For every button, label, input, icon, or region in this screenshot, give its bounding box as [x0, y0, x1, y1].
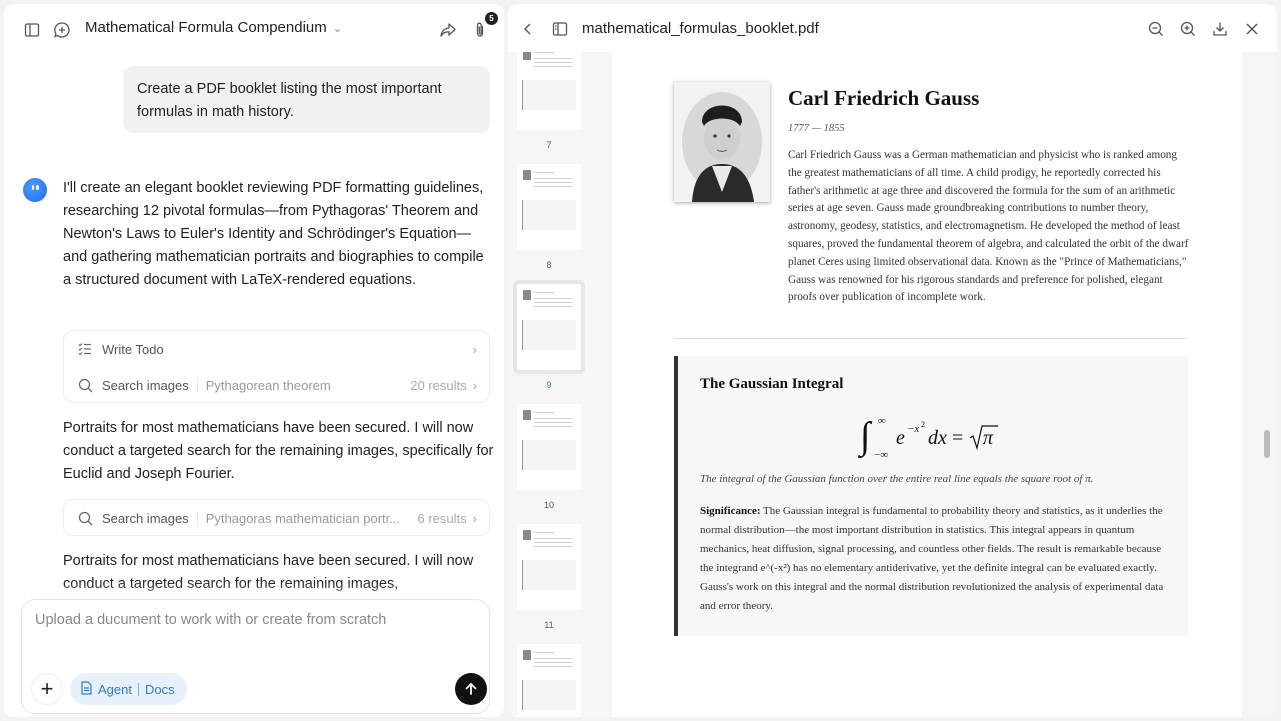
- formula-caption: The integral of the Gaussian function over the entire real line equals the square root of π.: [700, 473, 1094, 485]
- formula-equation: [678, 410, 1188, 458]
- page-thumbnail[interactable]: [517, 524, 581, 610]
- significance-text: The Gaussian integral is fundamental to probability theory and statistics, as it underlies the normal distribution—the most important distribution in statistics. This integral appears in quantum mechanics, heat diffusion, signal processing, and countless other fields. The result is remarkable because the integrand e^(-x²) has no elementary antiderivative, yet the definite integral can be evaluated exactly. Gauss's work on this integral and the normal distribution revolutionized the analysis of experimental data and error theory.: [700, 505, 1164, 612]
- svg-text:e: e: [896, 427, 905, 449]
- page-canvas: [612, 52, 1277, 717]
- svg-text:2: 2: [921, 420, 925, 429]
- svg-text:=: =: [952, 427, 964, 449]
- assistant-message: I'll create an elegant booklet reviewing PDF formatting guidelines, researching 12 pivotal formulas—from Pythagoras' Theorem and Newton's Laws to Euler's Identity and Schrödinger's Equation—and gathering mathematician portraits and biographies to compile a structured document with LaTeX-rendered equations.: [63, 180, 484, 288]
- plus-icon: +: [40, 676, 54, 701]
- document-icon: [80, 681, 93, 698]
- svg-text:−x: −x: [907, 423, 920, 435]
- tool-query: Pythagorean theorem: [205, 377, 331, 393]
- pdf-viewer: [508, 4, 1277, 717]
- assistant-message: Portraits for most mathematicians have been secured. I will now conduct a targeted search for the remaining images,: [63, 553, 474, 592]
- formula-significance: [700, 502, 1170, 616]
- biography-text: Carl Friedrich Gauss was a German mathematician and physicist who is ranked among the greatest mathematicians of all time. A child prodigy, he reportedly corrected his father's arithmetic at age three and discovered the formula for the sum of an arithmetic series at age seven. Gauss made groundbreaking contributions to number theory, astronomy, geodesy, statistics, and electromagnetism. He developed the method of least squares, proved the fundamental theorem of algebra, and calculated the orbit of the dwarf planet Ceres using limited observational data. Known as the "Prince of Mathematicians," Gauss was renowned for his rigorous standards and preference for polished, elegant proofs over publication of incomplete work.: [788, 149, 1189, 304]
- search-icon: [76, 376, 94, 394]
- user-message: Create a PDF booklet listing the most important formulas in math history.: [123, 66, 490, 133]
- send-button[interactable]: [455, 673, 487, 705]
- thumbnail-strip[interactable]: [508, 52, 612, 717]
- conversation-title: Mathematical Formula Compendium: [85, 19, 327, 36]
- svg-text:∫: ∫: [860, 415, 871, 457]
- page-thumbnail[interactable]: [517, 404, 581, 490]
- mode-label-agent: Agent: [98, 681, 132, 697]
- page-number: 10: [543, 500, 554, 510]
- significance-label: Significance:: [700, 505, 761, 517]
- add-attachment-button[interactable]: [31, 673, 63, 705]
- share-icon[interactable]: [436, 18, 460, 42]
- message-composer: [21, 599, 490, 714]
- paperclip-icon: [472, 21, 488, 39]
- page-number: 7: [546, 140, 552, 150]
- tool-call-search-images[interactable]: [64, 367, 489, 403]
- checklist-icon: [76, 340, 94, 358]
- chevron-right-icon: ›: [472, 341, 477, 357]
- tool-query: Pythagoras mathematician portr...: [205, 510, 401, 526]
- back-icon[interactable]: [516, 17, 540, 41]
- page-number: 11: [544, 620, 554, 630]
- formula-title: The Gaussian Integral: [700, 376, 844, 392]
- page-number: 8: [546, 260, 552, 270]
- sidebar-toggle-icon[interactable]: [20, 18, 44, 42]
- tool-calls-card: [63, 330, 490, 403]
- conversation-title-dropdown[interactable]: [85, 19, 342, 36]
- page-number-active: 9: [546, 380, 552, 390]
- arrow-up-icon: [464, 682, 478, 696]
- chat-header: [4, 4, 504, 56]
- svg-text:π: π: [983, 427, 994, 449]
- result-count: 6 results: [417, 510, 467, 526]
- file-name: mathematical_formulas_booklet.pdf: [582, 20, 819, 37]
- svg-text:∞: ∞: [878, 415, 886, 427]
- search-icon: [76, 509, 94, 527]
- chat-panel: [4, 4, 504, 717]
- assistant-avatar: [23, 178, 47, 202]
- download-icon[interactable]: [1208, 17, 1232, 41]
- message-input[interactable]: [35, 612, 475, 662]
- page-thumbnail[interactable]: [517, 52, 581, 130]
- scrollbar-thumb[interactable]: [1264, 430, 1270, 458]
- agent-mode-chip[interactable]: [70, 673, 187, 705]
- result-count: 20 results: [410, 377, 467, 393]
- tool-name: Search images: [102, 510, 189, 526]
- viewer-header: [508, 4, 1277, 52]
- divider: [674, 338, 1186, 339]
- zoom-out-icon[interactable]: [1144, 17, 1168, 41]
- chevron-right-icon: ›: [472, 377, 477, 393]
- mode-label-docs: Docs: [144, 681, 175, 697]
- svg-text:−∞: −∞: [874, 449, 889, 460]
- mathematician-portrait: [674, 82, 770, 202]
- tool-call-search-images[interactable]: [64, 500, 489, 536]
- thumbnail-panel-icon[interactable]: [548, 17, 572, 41]
- tool-calls-card: [63, 499, 490, 536]
- attachments-button[interactable]: [468, 14, 494, 42]
- tool-name: Write Todo: [102, 341, 164, 357]
- attachment-count-badge: 5: [485, 12, 498, 25]
- tool-call-write-todo[interactable]: [64, 331, 489, 367]
- pdf-page: [612, 52, 1242, 717]
- page-scrollbar[interactable]: [1263, 52, 1271, 717]
- chevron-down-icon: ⌄: [332, 23, 342, 35]
- close-icon[interactable]: [1240, 17, 1264, 41]
- page-thumbnail[interactable]: [517, 164, 581, 250]
- chevron-right-icon: ›: [472, 510, 477, 526]
- lifespan-dates: 1777 — 1855: [788, 123, 845, 134]
- new-chat-icon[interactable]: [50, 18, 74, 42]
- page-thumbnail[interactable]: [517, 644, 581, 717]
- tool-name: Search images: [102, 377, 189, 393]
- page-thumbnail-active[interactable]: [517, 284, 581, 370]
- svg-text:dx: dx: [928, 427, 947, 449]
- formula-section: [674, 356, 1188, 636]
- mathematician-name: Carl Friedrich Gauss: [788, 86, 980, 110]
- assistant-message: Portraits for most mathematicians have been secured. I will now conduct a targeted search for the remaining images, specifically for Euclid and Joseph Fourier.: [63, 420, 494, 482]
- zoom-in-icon[interactable]: [1176, 17, 1200, 41]
